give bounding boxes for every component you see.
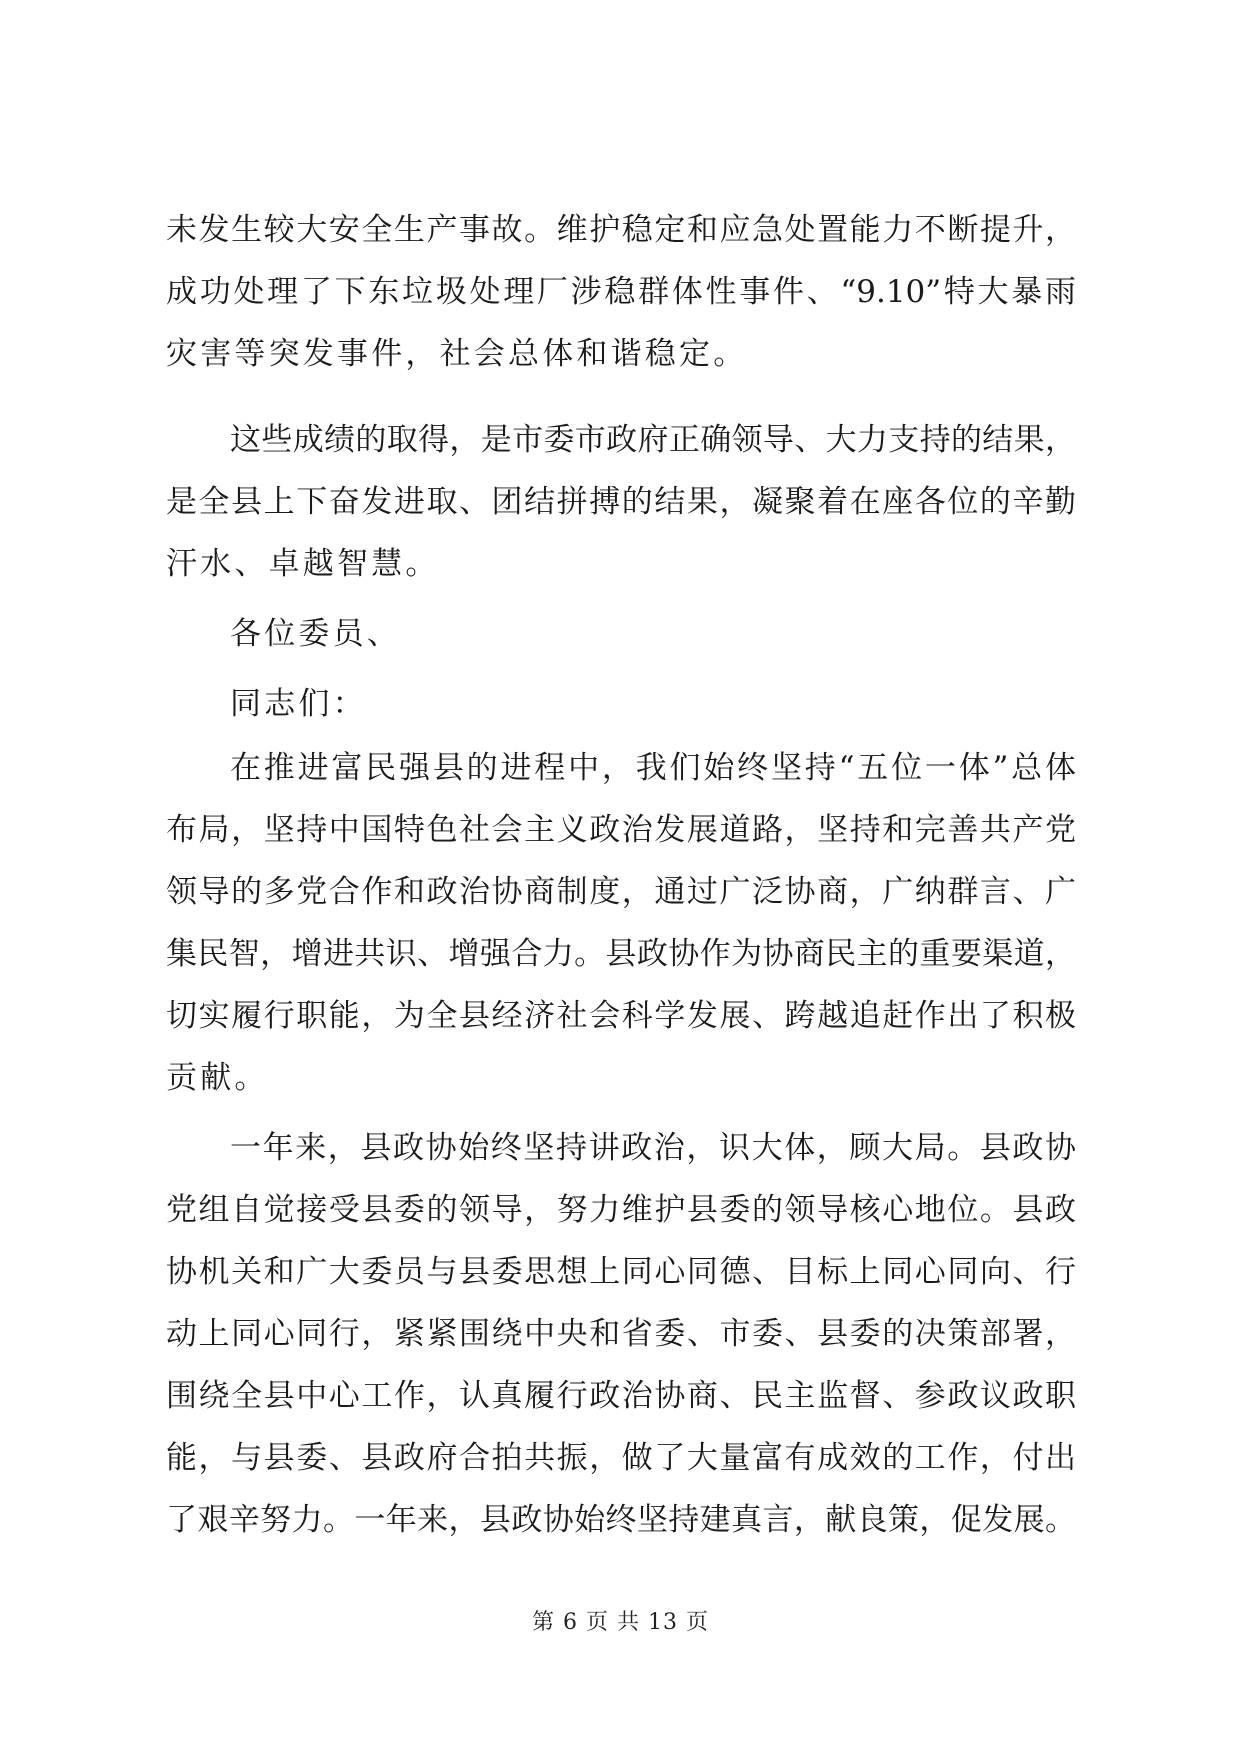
text-line: 这些成绩的取得，是市委市政府正确领导、大力支持的结果，	[230, 422, 1076, 458]
salutation-line: 同志们：	[230, 686, 367, 722]
text-line: 灾害等突发事件，社会总体和谐稳定。	[166, 336, 748, 372]
text-line: 领导的多党合作和政治协商制度，通过广泛协商，广纳群言、广	[166, 874, 1076, 910]
text-line: 是全县上下奋发进取、团结拼搏的结果，凝聚着在座各位的辛勤	[166, 484, 1076, 520]
text-line: 协机关和广大委员与县委思想上同心同德、目标上同心同向、行	[166, 1254, 1076, 1290]
text-line: 成功处理了下东垃圾处理厂涉稳群体性事件、“9.10”特大暴雨	[166, 274, 1076, 310]
text-line: 在推进富民强县的进程中，我们始终坚持“五位一体”总体	[230, 750, 1076, 786]
text-line: 贡献。	[166, 1060, 269, 1096]
text-line: 集民智，增进共识、增强合力。县政协作为协商民主的重要渠道，	[166, 936, 1076, 972]
text-line: 动上同心同行，紧紧围绕中央和省委、市委、县委的决策部署，	[166, 1316, 1076, 1352]
text-line: 切实履行职能，为全县经济社会科学发展、跨越追赶作出了积极	[166, 998, 1076, 1034]
text-line: 未发生较大安全生产事故。维护稳定和应急处置能力不断提升，	[166, 212, 1076, 248]
text-line: 围绕全县中心工作，认真履行政治协商、民主监督、参政议政职	[166, 1378, 1076, 1414]
text-line: 汗水、卓越智慧。	[166, 546, 440, 582]
page-number-footer: 第 6 页 共 13 页	[532, 1610, 709, 1635]
text-line: 了艰辛努力。一年来，县政协始终坚持建真言，献良策，促发展。	[166, 1502, 1076, 1538]
text-line: 布局，坚持中国特色社会主义政治发展道路，坚持和完善共产党	[166, 812, 1076, 848]
text-line: 党组自觉接受县委的领导，努力维护县委的领导核心地位。县政	[166, 1192, 1076, 1228]
text-line: 一年来，县政协始终坚持讲政治，识大体，顾大局。县政协	[230, 1130, 1076, 1166]
text-line: 能，与县委、县政府合拍共振，做了大量富有成效的工作，付出	[166, 1440, 1076, 1476]
salutation-line: 各位委员、	[230, 616, 401, 652]
